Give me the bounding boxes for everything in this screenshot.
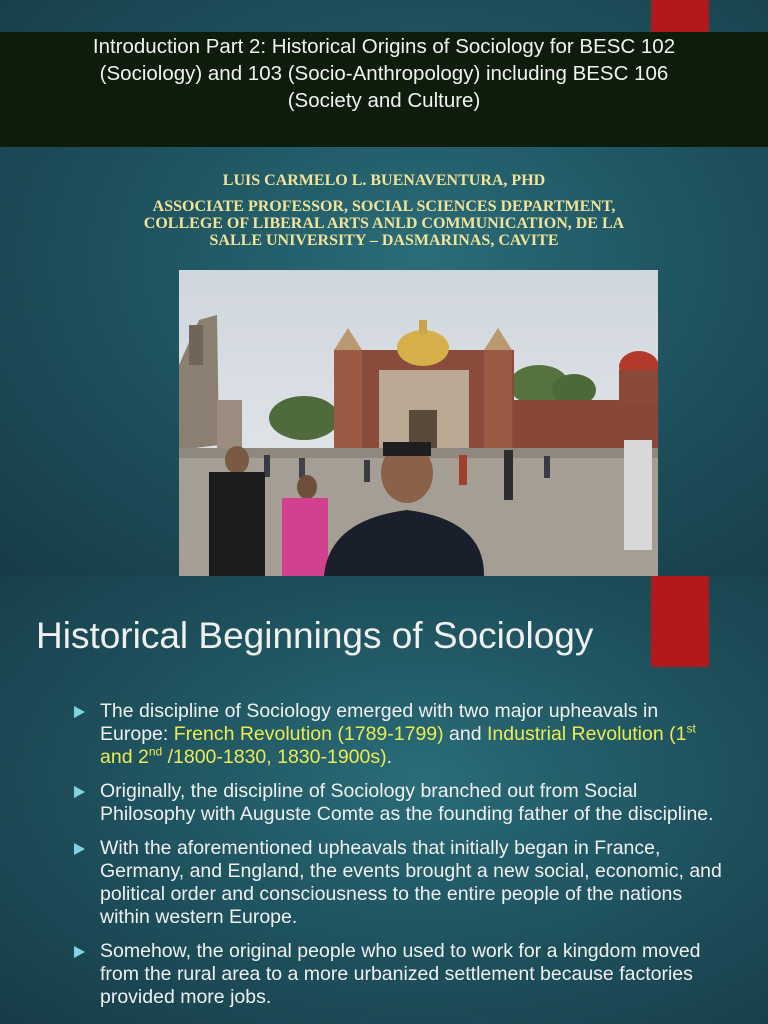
list-item: With the aforementioned upheavals that initially began in France, Germany, and England, the events brought a new social, economic, and political order and consciousness to the entire people of the nations within western Europe. xyxy=(72,837,722,929)
bullet-arrow-icon xyxy=(74,706,85,718)
list-item: Somehow, the original people who used to work for a kingdom moved from the rural area to a more urbanized settlement because factories provided more jobs. xyxy=(72,940,722,1009)
content-slide xyxy=(0,576,768,1024)
red-accent-tab xyxy=(651,0,709,32)
slide-title: Introduction Part 2: Historical Origins of Sociology for BESC 102 (Sociology) and 103 (Socio-Anthropology) including BESC 106 (Society and Culture) xyxy=(92,35,676,112)
bullet-arrow-icon xyxy=(74,786,85,798)
bullet-arrow-icon xyxy=(74,946,85,958)
author-block xyxy=(120,172,648,249)
bullet-list xyxy=(72,700,722,1020)
list-item: The discipline of Sociology emerged with two major upheavals in Europe: French Revolution (1789-1799) and Industrial Revolution (1st and 2nd /1800-1830, 1830-1900s). xyxy=(72,700,722,769)
basilica-photo xyxy=(179,270,658,576)
photo-illustration xyxy=(179,270,658,576)
bullet-arrow-icon xyxy=(74,843,85,855)
author-name: LUIS CARMELO L. BUENAVENTURA, PHD xyxy=(222,172,546,189)
slide-heading: Historical Beginnings of Sociology xyxy=(36,615,594,656)
list-item: Originally, the discipline of Sociology branched out from Social Philosophy with Auguste Comte as the founding father of the discipline. xyxy=(72,780,722,826)
highlight-industrial-revolution: Industrial Revolution (1st and 2nd /1800-1830, 1830-1900s) xyxy=(100,721,696,768)
highlight-french-revolution: French Revolution (1789-1799) xyxy=(173,723,444,745)
author-affiliation: ASSOCIATE PROFESSOR, SOCIAL SCIENCES DEPARTMENT, COLLEGE OF LIBERAL ARTS ANLD COMMUNICATION, DE LA SALLE UNIVERSITY – DASMARINAS, CAVITE xyxy=(143,198,625,249)
red-accent-tab xyxy=(651,576,709,667)
